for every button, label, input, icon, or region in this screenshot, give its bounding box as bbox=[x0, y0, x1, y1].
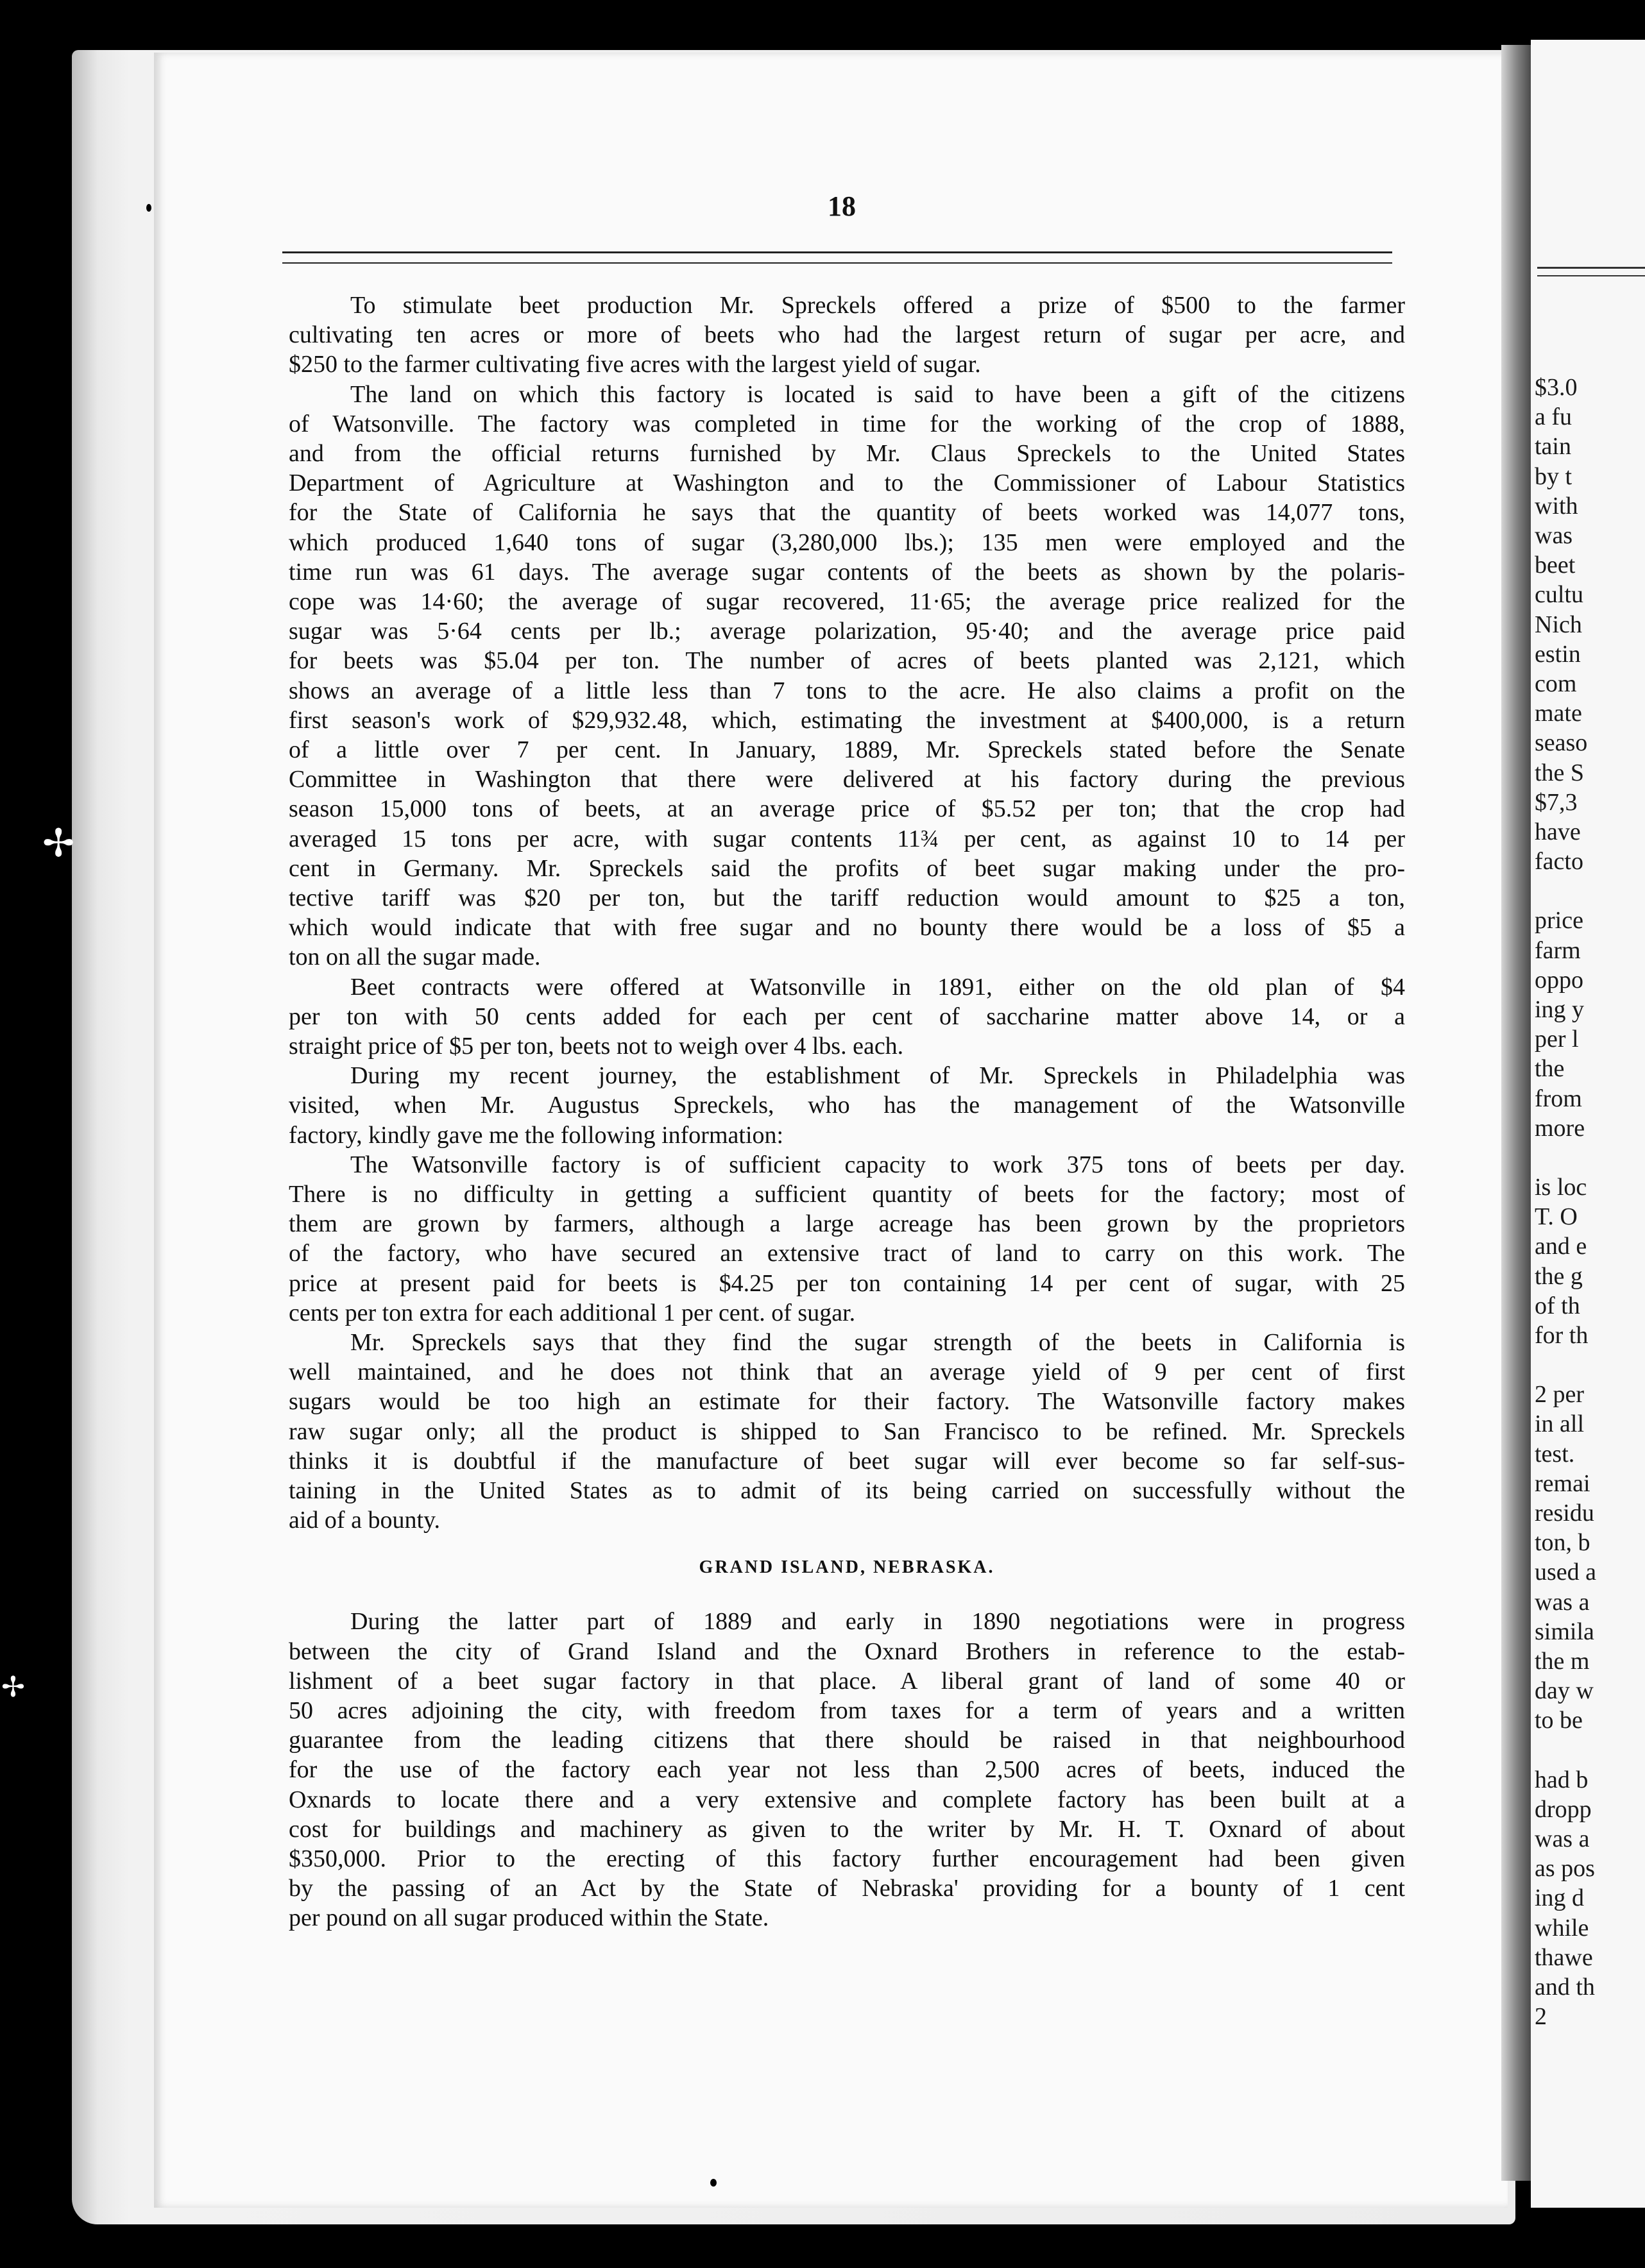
margin-mark-icon: ✢ bbox=[42, 822, 75, 865]
text-line: which would indicate that with free sugar and no bounty there would be a loss of $5 a bbox=[289, 914, 1405, 942]
text-line: sugars would be too high an estimate for their factory. The Watsonville factory makes bbox=[289, 1388, 1405, 1416]
text-line: per pound on all sugar produced within the State. bbox=[289, 1904, 769, 1932]
text-line: cent in Germany. Mr. Spreckels said the profits of beet sugar making under the pro- bbox=[289, 854, 1405, 882]
text-line: Beet contracts were offered at Watsonville in 1891, either on the old plan of $4 bbox=[350, 973, 1405, 1001]
facing-page-fragment: was bbox=[1535, 522, 1573, 549]
facing-page-fragment: from bbox=[1535, 1085, 1582, 1112]
facing-page-fragment: beet bbox=[1535, 552, 1576, 579]
text-line: ton on all the sugar made. bbox=[289, 944, 541, 971]
text-line: $350,000. Prior to the erecting of this factory further encouragement had been given bbox=[289, 1845, 1405, 1872]
facing-page-fragment: with bbox=[1535, 492, 1578, 520]
facing-page-fragment: and e bbox=[1535, 1233, 1587, 1260]
text-line: To stimulate beet production Mr. Spreckels offered a prize of $500 to the farmer bbox=[350, 292, 1405, 319]
text-line: cultivating ten acres or more of beets who had the largest return of sugar per acre, and bbox=[289, 321, 1405, 349]
facing-page-fragment: of th bbox=[1535, 1292, 1580, 1319]
facing-page-fragment: cultu bbox=[1535, 581, 1583, 609]
page-number: 18 bbox=[828, 190, 856, 222]
facing-page-fragment: ing y bbox=[1535, 996, 1585, 1023]
header-rule bbox=[282, 251, 1392, 264]
text-line: them are grown by farmers, although a large acreage has been grown by the proprietors bbox=[289, 1210, 1405, 1238]
margin-mark-icon: ✢ bbox=[1, 1671, 25, 1703]
text-line: averaged 15 tons per acre, with sugar contents 11¾ per cent, as against 10 to 14 per bbox=[289, 825, 1405, 852]
text-line: lishment of a beet sugar factory in that place. A liberal grant of land of some 40 or bbox=[289, 1667, 1405, 1695]
facing-page-fragment: 2 per bbox=[1535, 1381, 1585, 1409]
facing-page-fragment: dropp bbox=[1535, 1795, 1592, 1823]
text-line: During the latter part of 1889 and early in 1890 negotiations were in progress bbox=[350, 1608, 1405, 1636]
text-line: per ton with 50 cents added for each per cent of saccharine matter above 14, or a bbox=[289, 1003, 1405, 1030]
text-line: thinks it is doubtful if the manufacture of beet sugar will ever become so far self-sus- bbox=[289, 1447, 1405, 1475]
facing-page-fragment: the g bbox=[1535, 1262, 1583, 1290]
facing-page-fragment: seaso bbox=[1535, 729, 1588, 757]
text-line: price at present paid for beets is $4.25 per ton containing 14 per cent of sugar, with 25 bbox=[289, 1269, 1405, 1297]
facing-page-fragment: for th bbox=[1535, 1322, 1589, 1349]
facing-page-fragment: was a bbox=[1535, 1588, 1590, 1616]
text-line: guarantee from the leading citizens that there should be raised in that neighbourhood bbox=[289, 1727, 1405, 1754]
text-line: between the city of Grand Island and the Oxnard Brothers in reference to the estab- bbox=[289, 1638, 1405, 1665]
text-line: shows an average of a little less than 7 tons to the acre. He also claims a profit on the bbox=[289, 677, 1405, 704]
scan-speck bbox=[710, 2179, 717, 2187]
text-line: tective tariff was $20 per ton, but the tariff reduction would amount to $25 a ton, bbox=[289, 884, 1405, 911]
text-line: Mr. Spreckels says that they find the sugar strength of the beets in California is bbox=[350, 1329, 1405, 1356]
text-line: time run was 61 days. The average sugar contents of the beets as shown by the polaris- bbox=[289, 558, 1405, 586]
facing-page-fragment: was a bbox=[1535, 1825, 1590, 1852]
facing-page-fragment: price bbox=[1535, 907, 1583, 935]
text-line: There is no difficulty in getting a sufficient quantity of beets for the factory; most of bbox=[289, 1181, 1405, 1208]
facing-page-fragment: is loc bbox=[1535, 1174, 1587, 1201]
scan-speck bbox=[146, 204, 151, 212]
facing-page-fragment: Nich bbox=[1535, 611, 1582, 638]
book-gutter bbox=[1501, 45, 1531, 2181]
text-line: straight price of $5 per ton, beets not to weigh over 4 lbs. each. bbox=[289, 1033, 904, 1060]
facing-page-fragment: residu bbox=[1535, 1500, 1594, 1527]
facing-page-fragment: mate bbox=[1535, 700, 1582, 727]
text-line: for the State of California he says that the quantity of beets worked was 14,077 tons, bbox=[289, 499, 1405, 527]
text-line: 50 acres adjoining the city, with freedom from taxes for a term of years and a written bbox=[289, 1697, 1405, 1724]
facing-page-fragment: while bbox=[1535, 1914, 1589, 1942]
facing-page-fragment: oppo bbox=[1535, 966, 1583, 994]
facing-page-fragment: simila bbox=[1535, 1618, 1594, 1645]
text-line: and from the official returns furnished by Mr. Claus Spreckels to the United States bbox=[289, 440, 1405, 467]
facing-page-fragment: as pos bbox=[1535, 1855, 1595, 1883]
facing-page-fragment: 2 bbox=[1535, 2003, 1547, 2031]
facing-page-fragment: had b bbox=[1535, 1766, 1589, 1793]
facing-page-fragment: in all bbox=[1535, 1410, 1585, 1438]
facing-page-fragment: estin bbox=[1535, 640, 1581, 668]
facing-page-fragment: the S bbox=[1535, 759, 1585, 786]
text-line: Committee in Washington that there were delivered at his factory during the previous bbox=[289, 766, 1405, 793]
facing-page-fragment: remai bbox=[1535, 1469, 1590, 1497]
text-line: cost for buildings and machinery as given to the writer by Mr. H. T. Oxnard of about bbox=[289, 1815, 1405, 1843]
text-line: first season's work of $29,932.48, which, estimating the investment at $400,000, is a return bbox=[289, 706, 1405, 734]
facing-page-fragment: test. bbox=[1535, 1440, 1575, 1468]
text-line: Department of Agriculture at Washington and to the Commissioner of Labour Statistics bbox=[289, 470, 1405, 497]
facing-page-fragment: facto bbox=[1535, 848, 1583, 876]
text-line: for beets was $5.04 per ton. The number of acres of beets planted was 2,121, which bbox=[289, 647, 1405, 675]
facing-page-fragment: thawe bbox=[1535, 1943, 1593, 1971]
facing-page-fragment: com bbox=[1535, 670, 1577, 697]
text-line: visited, when Mr. Augustus Spreckels, who has the management of the Watsonville bbox=[289, 1092, 1405, 1119]
text-line: raw sugar only; all the product is shipped to San Francisco to be refined. Mr. Spreckels bbox=[289, 1418, 1405, 1445]
text-line: season 15,000 tons of beets, at an average price of $5.52 per ton; that the crop had bbox=[289, 795, 1405, 823]
text-line: During my recent journey, the establishment of Mr. Spreckels in Philadelphia was bbox=[350, 1062, 1405, 1090]
facing-page-fragment: day w bbox=[1535, 1677, 1594, 1705]
facing-page-fragment: T. O bbox=[1535, 1203, 1578, 1231]
text-line: aid of a bounty. bbox=[289, 1507, 441, 1534]
facing-page-fragment: and th bbox=[1535, 1974, 1595, 2001]
text-line: cope was 14·60; the average of sugar recovered, 11·65; the average price realized for the bbox=[289, 588, 1405, 615]
text-line: factory, kindly gave me the following information: bbox=[289, 1121, 784, 1149]
text-line: cents per ton extra for each additional 1 per cent. of sugar. bbox=[289, 1299, 856, 1326]
text-line: The Watsonville factory is of sufficient capacity to work 375 tons of beets per day. bbox=[350, 1151, 1405, 1178]
facing-page-fragment: have bbox=[1535, 818, 1581, 845]
facing-page-fragment: $3.0 bbox=[1535, 374, 1578, 401]
facing-page bbox=[1531, 40, 1645, 2208]
facing-page-fragment: $7,3 bbox=[1535, 788, 1578, 816]
facing-page-fragment: more bbox=[1535, 1114, 1585, 1142]
facing-page-fragment: used a bbox=[1535, 1559, 1597, 1586]
facing-page-fragment: ton, b bbox=[1535, 1529, 1590, 1557]
facing-page-fragment: tain bbox=[1535, 433, 1571, 461]
facing-page-fragment: farm bbox=[1535, 936, 1581, 964]
facing-page-fragment: per l bbox=[1535, 1026, 1579, 1053]
facing-page-fragment: a fu bbox=[1535, 403, 1573, 431]
facing-page-fragment: the bbox=[1535, 1055, 1565, 1083]
facing-page-fragment: ing d bbox=[1535, 1884, 1585, 1912]
text-line: sugar was 5·64 cents per lb.; average polarization, 95·40; and the average price paid bbox=[289, 618, 1405, 645]
facing-page-fragment: to be bbox=[1535, 1707, 1583, 1734]
text-line: of the factory, who have secured an extensive tract of land to carry on this work. The bbox=[289, 1240, 1405, 1267]
text-line: by the passing of an Act by the State of Nebraska' providing for a bounty of 1 cent bbox=[289, 1875, 1405, 1902]
text-line: $250 to the farmer cultivating five acres with the largest yield of sugar. bbox=[289, 351, 981, 378]
text-line: well maintained, and he does not think that an average yield of 9 per cent of first bbox=[289, 1358, 1405, 1386]
text-line: of Watsonville. The factory was completed in time for the working of the crop of 1888, bbox=[289, 410, 1405, 437]
text-line: Oxnards to locate there and a very extensive and complete factory has been built at a bbox=[289, 1786, 1405, 1813]
text-line: for the use of the factory each year not less than 2,500 acres of beets, induced the bbox=[289, 1756, 1405, 1784]
text-line: which produced 1,640 tons of sugar (3,280,000 lbs.); 135 men were employed and the bbox=[289, 529, 1405, 556]
text-line: of a little over 7 per cent. In January, 1889, Mr. Spreckels stated before the Senate bbox=[289, 736, 1405, 763]
facing-page-fragment: the m bbox=[1535, 1648, 1590, 1675]
text-line: The land on which this factory is located is said to have been a gift of the citizens bbox=[350, 380, 1405, 408]
text-line: taining in the United States as to admit of its being carried on successfully without the bbox=[289, 1477, 1405, 1504]
facing-page-rule bbox=[1537, 267, 1645, 276]
facing-page-fragment: by t bbox=[1535, 462, 1573, 490]
section-heading: GRAND ISLAND, NEBRASKA. bbox=[699, 1557, 995, 1578]
